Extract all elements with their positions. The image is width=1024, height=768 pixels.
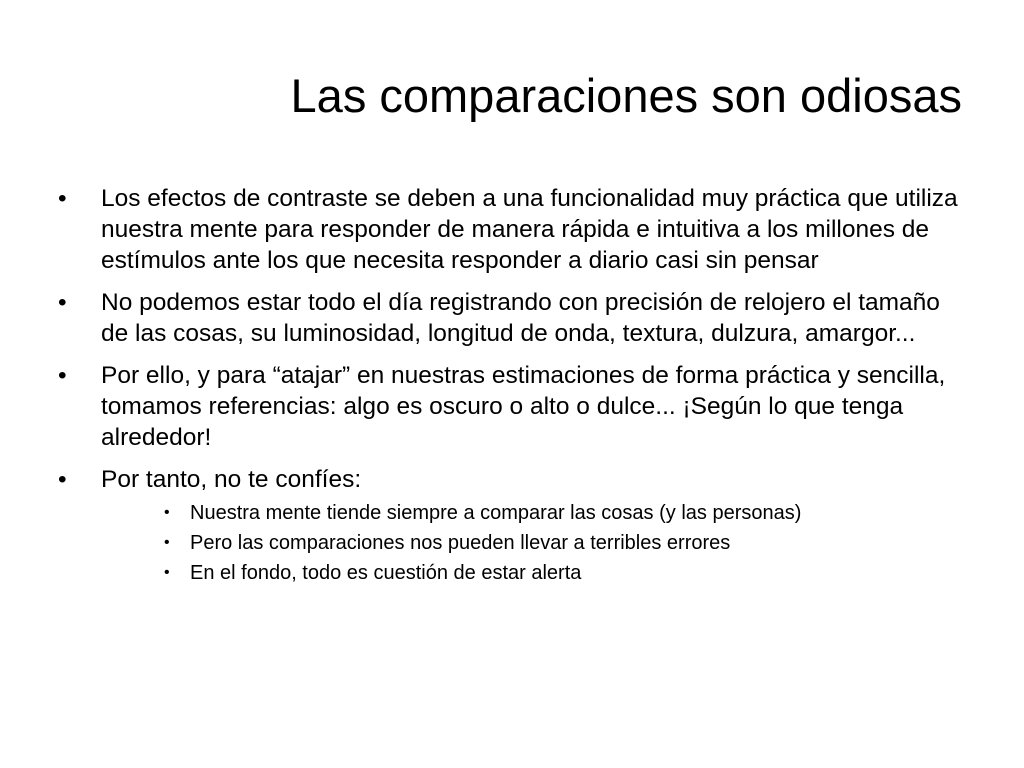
bullet-text: Por tanto, no te confíes: [101,466,362,493]
slide-title: Las comparaciones son odiosas [290,69,962,122]
bullet-text: Los efectos de contraste se deben a una funcionalidad muy práctica que utiliza nuestra mente para responder de manera rápida e intuitiva a los millones de estímulos ante los que necesita responder a diario casi sin pensar [101,185,958,274]
sub-bullet-text: Nuestra mente tiende siempre a comparar las cosas (y las personas) [190,502,802,524]
bullet-text: No podemos estar todo el día registrando con precisión de relojero el tamaño de las cosas, su luminosidad, longitud de onda, textura, dulzura, amargor... [101,289,940,347]
sub-bullet-item [0,501,972,525]
bullet-list [0,183,1024,585]
bullet-dot: • [58,289,67,316]
bullet-dot: • [58,466,67,493]
sub-bullet-text: En el fondo, todo es cuestión de estar alerta [190,562,582,584]
bullet-dot: • [58,185,67,212]
sub-bullet-text: Pero las comparaciones nos pueden llevar a terribles errores [190,532,731,554]
bullet-item [0,464,1024,585]
sub-bullet-item [0,561,972,585]
sub-bullet-dot: • [164,534,170,551]
bullet-item [0,360,1024,453]
bullet-dot: • [58,362,67,389]
bullet-item [0,183,1024,276]
sub-bullet-item [0,531,972,555]
bullet-text: Por ello, y para “atajar” en nuestras estimaciones de forma práctica y sencilla, tomamos referencias: algo es oscuro o alto o dulce... ¡Según lo que tenga alrededor! [101,362,946,451]
sub-bullet-list [101,501,972,585]
slide-content [0,183,1024,596]
sub-bullet-dot: • [164,504,170,521]
sub-bullet-dot: • [164,564,170,581]
bullet-item [0,287,1024,349]
